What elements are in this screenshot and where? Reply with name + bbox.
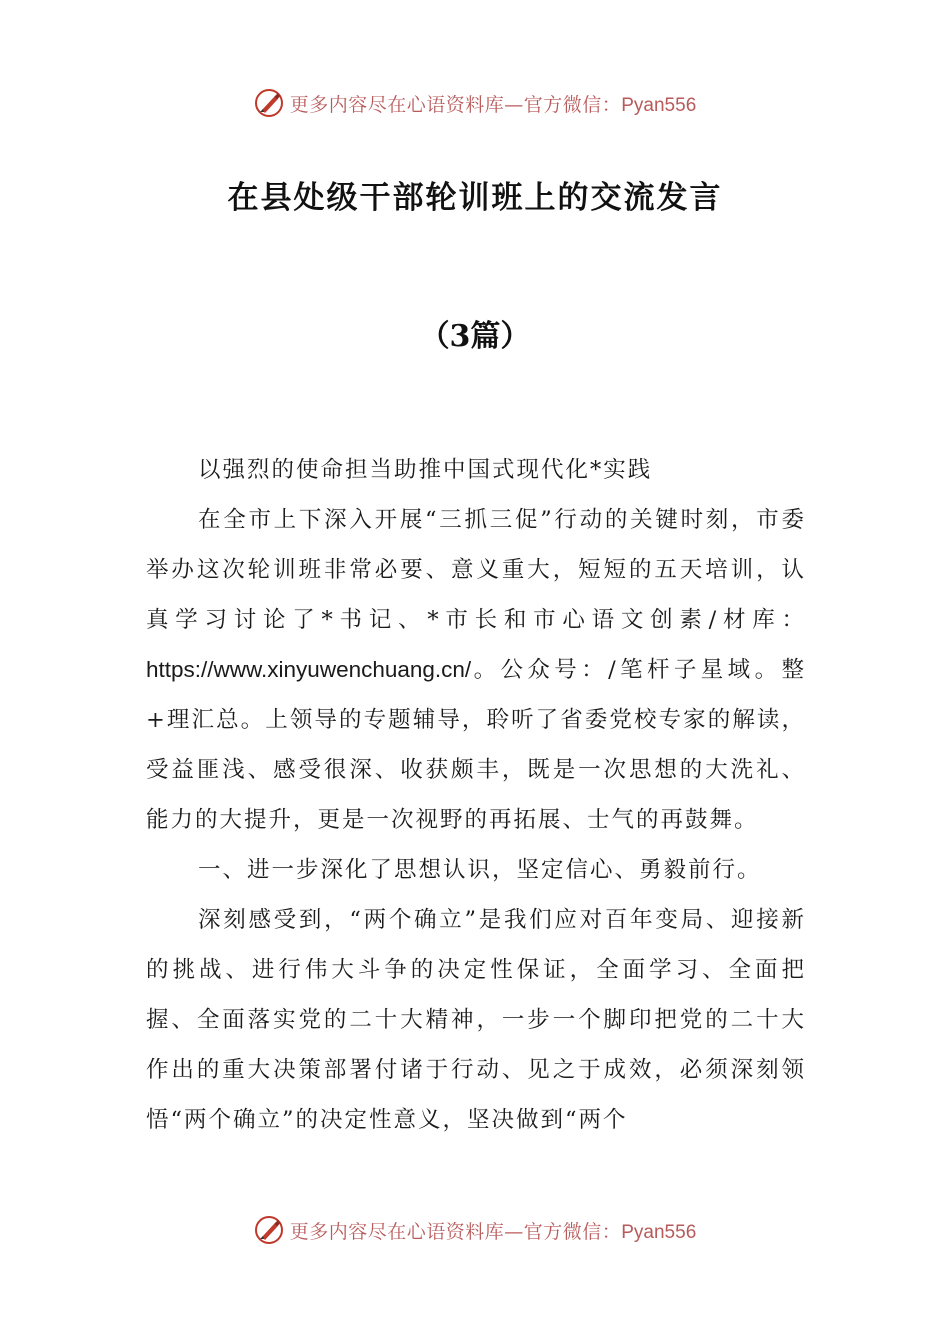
paragraph-text: 在全市上下深入开展“三抓三促”行动的关键时刻，市委举办这次轮训班非常必要、意义重大，短短的五天培训，认真学习讨论了*书记、*市长和市心语文创素/材库：	[146, 507, 806, 633]
banner-dash: —	[504, 93, 524, 116]
section-heading: 一、进一步深化了思想认识，坚定信心、勇毅前行。	[198, 857, 762, 883]
footer-banner	[0, 1210, 950, 1250]
section-heading: 以强烈的使命担当助推中国式现代化*实践	[198, 457, 653, 483]
banner-official: 官方微信：	[523, 1220, 622, 1243]
pen-logo-icon	[254, 88, 284, 118]
banner-official: 官方微信：	[523, 93, 622, 116]
document-body	[146, 445, 806, 1145]
website-link[interactable]: https://www.xinyuwenchuang.cn/	[146, 657, 472, 682]
pen-logo-icon	[254, 1215, 284, 1245]
body-paragraph: 深刻感受到，“两个确立”是我们应对百年变局、迎接新的挑战、进行伟大斗争的决定性保证，全面学习、全面把握、全面落实党的二十大精神，一步一个脚印把党的二十大作出的重大决策部署付诸于行动、见之于成效，必须深刻领悟“两个确立”的决定性意义，坚决做到“两个	[146, 907, 806, 1133]
document-subtitle: （3篇）	[419, 319, 531, 354]
banner-wechat-id: Pyan556	[621, 94, 697, 116]
banner-text	[290, 90, 697, 117]
banner-text	[290, 1217, 697, 1244]
banner-dash: —	[504, 1220, 524, 1243]
body-paragraph	[146, 495, 806, 845]
paragraph-text: 。公众号：/笔杆子星域。整+理汇总。上领导的专题辅导，聆听了省委党校专家的解读，受益匪浅、感受很深、收获颇丰，既是一次思想的大洗礼、能力的大提升，更是一次视野的再拓展、士气的再鼓舞。	[146, 657, 806, 833]
header-banner	[0, 83, 950, 123]
document-title: 在县处级干部轮训班上的交流发言	[227, 180, 723, 216]
banner-slogan: 更多内容尽在心语资料库	[289, 1220, 505, 1243]
banner-slogan: 更多内容尽在心语资料库	[289, 93, 505, 116]
banner-wechat-id: Pyan556	[621, 1221, 697, 1243]
